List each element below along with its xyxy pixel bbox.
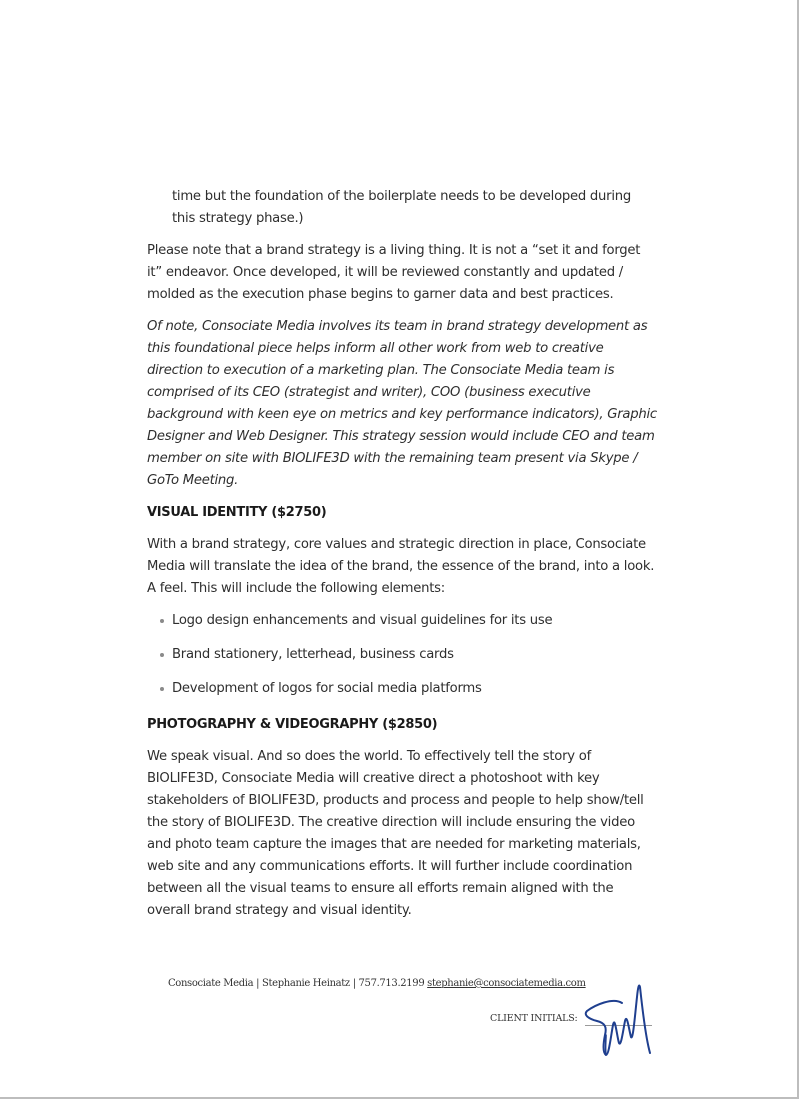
- photography-videography-body: We speak visual. And so does the world. To effectively tell the story of BIOLIFE3D, Consociate Media will creative direct a photoshoot with key stakeholders of BIOLIFE3D, products and process and people to help show/tell the story of BIOLIFE3D. The creative direction will include ensuring the video and photo team capture the images that are needed for marketing materials, web site and any communications efforts. It will further include coordination between all the visual teams to ensure all efforts remain aligned with the overall brand strategy and visual identity.: [147, 749, 644, 918]
- bullet-text: Brand stationery, letterhead, business cards: [172, 647, 454, 662]
- bullet-text: Development of logos for social media platforms: [172, 681, 482, 696]
- visual-identity-heading: VISUAL IDENTITY ($2750): [147, 505, 327, 520]
- photography-videography-section: [147, 714, 657, 922]
- visual-identity-body: With a brand strategy, core values and strategic direction in place, Consociate Media will translate the idea of the brand, the essence of the brand, into a look. A feel. This will include the following elements:: [147, 537, 655, 596]
- living-thing-paragraph: Please note that a brand strategy is a living thing. It is not a “set it and forget it” endeavor. Once developed, it will be reviewed constantly and updated / molded as the execution phase begins to garner data and best practices.: [147, 243, 641, 302]
- client-initials-label: CLIENT INITIALS:: [490, 1013, 578, 1024]
- page-footer: Consociate Media | Stephanie Heinatz | 757.713.2199 stephanie@consociatemedia.com: [168, 978, 586, 989]
- visual-identity-section: [147, 502, 657, 708]
- handwritten-initials-signature-icon: [575, 975, 660, 1060]
- bullet-icon: [160, 653, 164, 657]
- bullet-icon: [160, 687, 164, 691]
- of-note-paragraph: Of note, Consociate Media involves its team in brand strategy development as this foundational piece helps inform all other work from web to creative direction to execution of a marketing plan. The Consociate Media team is comprised of its CEO (strategist and writer), COO (business executive background with keen eye on metrics and key performance indicators), Graphic Designer and Web Designer. This strategy session would include CEO and team member on site with BIOLIFE3D with the remaining team present via Skype / GoTo Meeting.: [147, 319, 657, 488]
- bullet-icon: [160, 619, 164, 623]
- visual-identity-bullet-list: [147, 610, 657, 708]
- footer-phone: 757.713.2199: [358, 978, 425, 989]
- continuation-line-2: this strategy phase.): [172, 211, 304, 226]
- page-content: [147, 186, 657, 932]
- footer-company: Consociate Media: [168, 978, 254, 989]
- bullet-text: Logo design enhancements and visual guidelines for its use: [172, 613, 553, 628]
- bullet-item: [147, 610, 657, 644]
- bullet-item: [147, 644, 657, 678]
- footer-email-link[interactable]: stephanie@consociatemedia.com: [427, 978, 586, 989]
- continuation-paragraph: [147, 186, 657, 230]
- footer-contact-name: Stephanie Heinatz: [261, 978, 350, 989]
- continuation-line-1: time but the foundation of the boilerplate needs to be developed during: [172, 189, 631, 204]
- photography-videography-heading: PHOTOGRAPHY & VIDEOGRAPHY ($2850): [147, 717, 438, 732]
- bullet-item: [147, 678, 657, 708]
